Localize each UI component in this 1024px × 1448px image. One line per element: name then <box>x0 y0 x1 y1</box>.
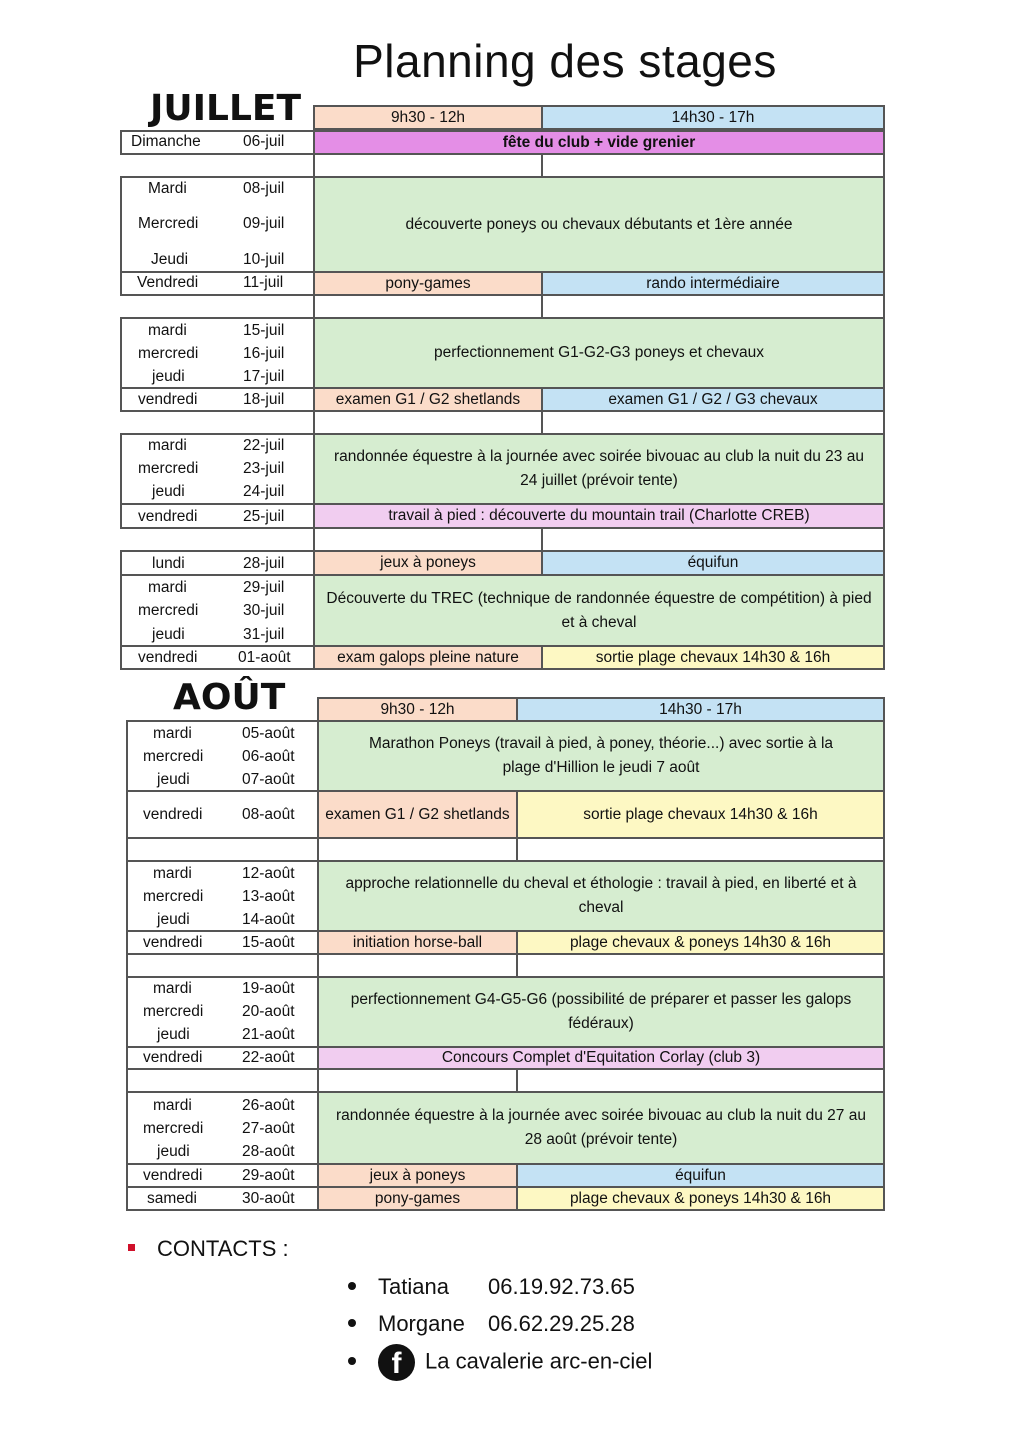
day-label: Mardi <box>148 180 187 197</box>
spacer-row <box>313 294 543 319</box>
day-label: mardi <box>153 725 192 742</box>
day-label: mardi <box>153 865 192 882</box>
date-label: 21-août <box>242 1026 295 1043</box>
contact-phone: 06.19.92.73.65 <box>488 1274 635 1299</box>
activity-cell: examen G1 / G2 shetlands <box>317 790 518 839</box>
date-label: 24-juil <box>243 483 285 500</box>
day-label: vendredi <box>143 1049 203 1066</box>
day-label: vendredi <box>138 391 198 408</box>
day-label: jeudi <box>157 1026 190 1043</box>
activity-cell: Concours Complet d'Equitation Corlay (club 3) <box>317 1046 885 1070</box>
date-label: 30-juil <box>243 602 285 619</box>
day-label: jeudi <box>157 911 190 928</box>
activity-cell: équifun <box>541 550 885 576</box>
page-title: Planning des stages <box>353 35 777 87</box>
activity-cell: jeux à poneys <box>317 1163 518 1188</box>
activity-cell: exam galops pleine nature <box>313 645 543 670</box>
activity-cell: pony-games <box>317 1186 518 1211</box>
day-label: mardi <box>153 1097 192 1114</box>
activity-cell: examen G1 / G2 shetlands <box>313 387 543 412</box>
month-title-aout: AOÛT <box>173 677 286 718</box>
spacer-row <box>317 837 518 862</box>
day-label: mardi <box>153 980 192 997</box>
activity-cell: Découverte du TREC (technique de randonnée équestre de compétition) à pied et à cheval <box>313 574 885 647</box>
contact-phone: 06.62.29.25.28 <box>488 1311 635 1336</box>
day-label: Mercredi <box>138 215 199 232</box>
day-label: Jeudi <box>151 251 189 268</box>
activity-cell: plage chevaux & poneys 14h30 & 16h <box>516 1186 885 1211</box>
activity-cell: fête du club + vide grenier <box>313 130 885 155</box>
day-box <box>120 550 315 576</box>
contacts-heading <box>128 1236 289 1262</box>
day-label: jeudi <box>152 368 185 385</box>
day-label: mardi <box>148 322 187 339</box>
activity-cell: perfectionnement G4-G5-G6 (possibilité de préparer et passer les galops fédéraux) <box>317 976 885 1048</box>
spacer-row <box>541 294 885 319</box>
date-label: 23-juil <box>243 460 285 477</box>
day-label: mercredi <box>143 888 204 905</box>
day-label: vendredi <box>138 508 198 525</box>
date-label: 10-juil <box>243 251 285 268</box>
date-label: 20-août <box>242 1003 295 1020</box>
date-label: 28-juil <box>243 555 285 572</box>
contact-name: Morgane <box>378 1311 465 1336</box>
date-label: 25-juil <box>243 508 285 525</box>
spacer-row <box>313 527 543 552</box>
date-label: 31-juil <box>243 626 285 643</box>
spacer-row <box>541 410 885 435</box>
date-label: 12-août <box>242 865 295 882</box>
spacer-row <box>317 953 518 978</box>
month-title-juillet: JUILLET <box>150 88 302 129</box>
contact-item <box>348 1311 635 1337</box>
day-label: mercredi <box>143 748 204 765</box>
day-label: mercredi <box>143 1003 204 1020</box>
date-label: 07-août <box>242 771 295 788</box>
day-label: vendredi <box>138 649 198 666</box>
date-label: 18-juil <box>243 391 285 408</box>
activity-cell: plage chevaux & poneys 14h30 & 16h <box>516 930 885 955</box>
date-label: 06-juil <box>243 133 285 150</box>
date-label: 08-juil <box>243 180 285 197</box>
date-label: 19-août <box>242 980 295 997</box>
spacer-row <box>516 953 885 978</box>
activity-cell: randonnée équestre à la journée avec soirée bivouac au club la nuit du 27 au 28 août (prévoir tente) <box>317 1091 885 1165</box>
day-label: jeudi <box>157 771 190 788</box>
day-label: mercredi <box>138 460 199 477</box>
activity-cell: initiation horse-ball <box>317 930 518 955</box>
bullet-square-icon <box>128 1244 135 1251</box>
activity-cell: perfectionnement G1-G2-G3 poneys et chevaux <box>313 317 885 389</box>
day-label: samedi <box>147 1190 197 1207</box>
day-label: mercredi <box>138 602 199 619</box>
facebook-icon[interactable]: f <box>378 1344 415 1381</box>
activity-cell: Marathon Poneys (travail à pied, à poney, théorie...) avec sortie à la plage d'Hillion le jeudi 7 août <box>317 720 885 792</box>
day-label: lundi <box>152 555 185 572</box>
day-label: mardi <box>148 437 187 454</box>
header-afternoon: 14h30 - 17h <box>541 105 885 130</box>
day-label: jeudi <box>152 626 185 643</box>
activity-cell: randonnée équestre à la journée avec soirée bivouac au club la nuit du 23 au 24 juillet (prévoir tente) <box>313 433 885 505</box>
activity-cell: pony-games <box>313 271 543 296</box>
date-label: 01-août <box>238 649 291 666</box>
day-label: mardi <box>148 579 187 596</box>
contact-name: Tatiana <box>378 1274 449 1299</box>
day-label: mercredi <box>138 345 199 362</box>
date-label: 08-août <box>242 806 295 823</box>
spacer-row <box>313 410 543 435</box>
day-label: Dimanche <box>131 133 201 150</box>
activity-cell: découverte poneys ou chevaux débutants et 1ère année <box>313 176 885 273</box>
header-morning: 9h30 - 12h <box>313 105 543 130</box>
date-label: 15-juil <box>243 322 285 339</box>
day-label: mercredi <box>143 1120 204 1137</box>
contact-item <box>348 1274 635 1300</box>
date-label: 11-juil <box>243 274 284 291</box>
date-label: 27-août <box>242 1120 295 1137</box>
spacer-row <box>126 953 319 978</box>
day-label: jeudi <box>152 483 185 500</box>
activity-cell: sortie plage chevaux 14h30 & 16h <box>516 790 885 839</box>
activity-cell: équifun <box>516 1163 885 1188</box>
activity-cell: travail à pied : découverte du mountain trail (Charlotte CREB) <box>313 503 885 529</box>
spacer-row <box>126 1068 319 1093</box>
date-label: 14-août <box>242 911 295 928</box>
day-label: vendredi <box>143 934 203 951</box>
day-label: vendredi <box>143 1167 203 1184</box>
date-label: 26-août <box>242 1097 295 1114</box>
spacer-row <box>313 153 543 178</box>
bullet-icon <box>348 1319 356 1327</box>
date-label: 28-août <box>242 1143 295 1160</box>
bullet-icon <box>348 1282 356 1290</box>
date-label: 05-août <box>242 725 295 742</box>
activity-cell: jeux à poneys <box>313 550 543 576</box>
activity-cell: examen G1 / G2 / G3 chevaux <box>541 387 885 412</box>
header-afternoon: 14h30 - 17h <box>516 697 885 722</box>
date-label: 06-août <box>242 748 295 765</box>
facebook-item[interactable] <box>348 1344 652 1381</box>
date-label: 09-juil <box>243 215 285 232</box>
day-label: vendredi <box>143 806 203 823</box>
date-label: 29-août <box>242 1167 295 1184</box>
spacer-row <box>516 1068 885 1093</box>
day-label: jeudi <box>157 1143 190 1160</box>
spacer-row <box>541 153 885 178</box>
bullet-icon <box>348 1357 356 1365</box>
date-label: 29-juil <box>243 579 285 596</box>
spacer-row <box>516 837 885 862</box>
spacer-row <box>317 1068 518 1093</box>
date-label: 15-août <box>242 934 295 951</box>
contacts-label: CONTACTS : <box>157 1236 289 1261</box>
date-label: 16-juil <box>243 345 285 362</box>
spacer-row <box>126 837 319 862</box>
activity-cell: rando intermédiaire <box>541 271 885 296</box>
day-label: Vendredi <box>137 274 199 291</box>
date-label: 30-août <box>242 1190 295 1207</box>
facebook-page-link[interactable]: La cavalerie arc-en-ciel <box>425 1348 653 1374</box>
date-label: 13-août <box>242 888 295 905</box>
header-morning: 9h30 - 12h <box>317 697 518 722</box>
activity-cell: sortie plage chevaux 14h30 & 16h <box>541 645 885 670</box>
date-label: 22-août <box>242 1049 295 1066</box>
activity-cell: approche relationnelle du cheval et éthologie : travail à pied, en liberté et à cheval <box>317 860 885 932</box>
spacer-row <box>541 527 885 552</box>
date-label: 22-juil <box>243 437 285 454</box>
date-label: 17-juil <box>243 368 285 385</box>
